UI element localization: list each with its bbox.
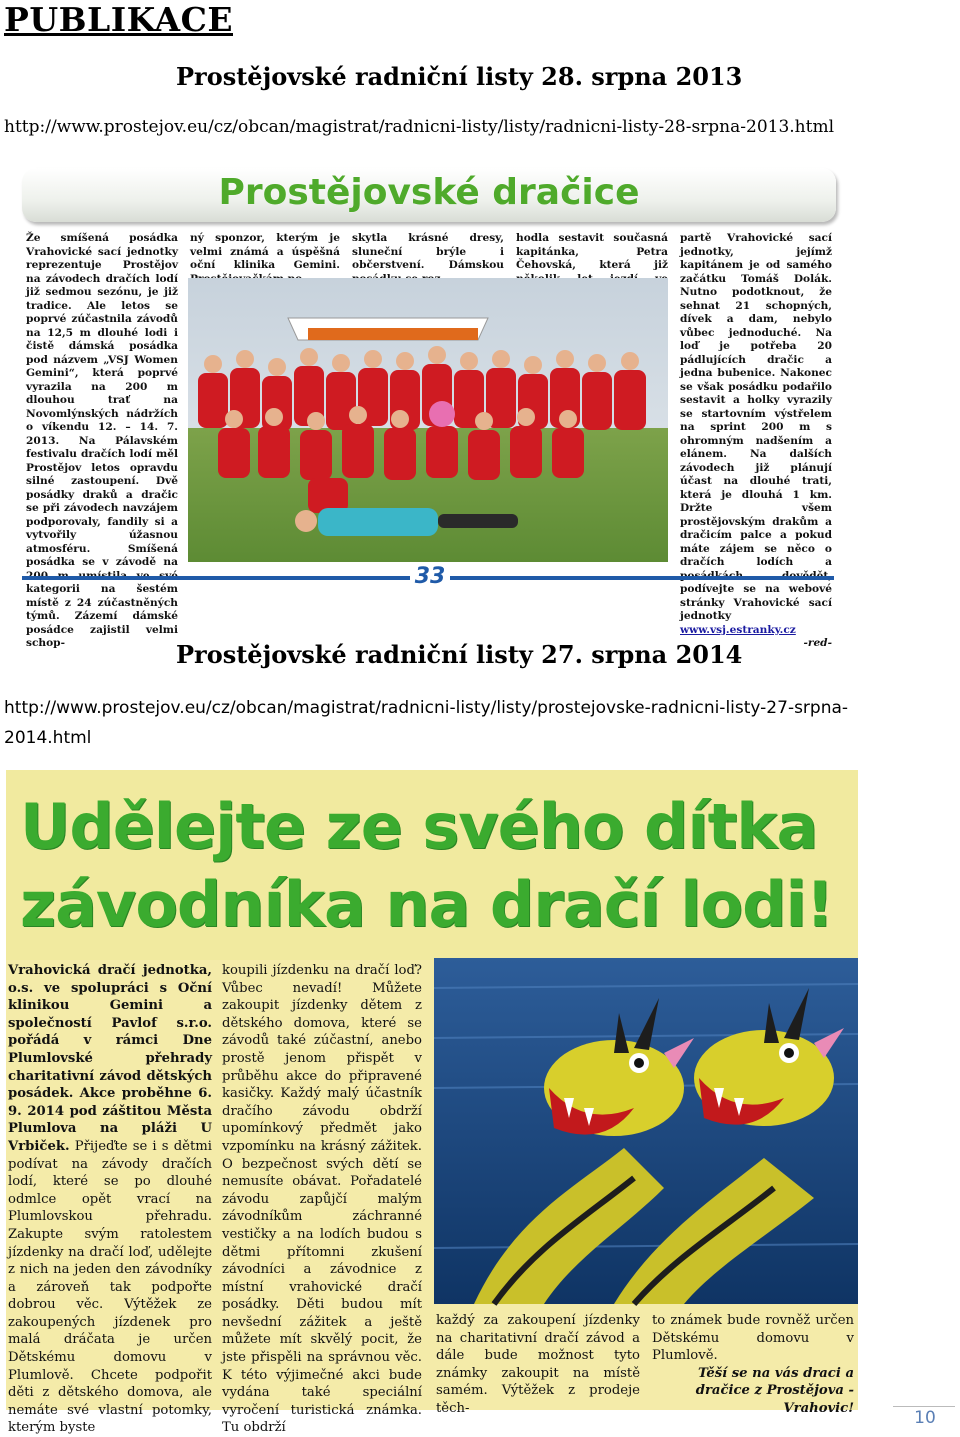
clipping-headline: Prostějovské dračice: [218, 172, 640, 213]
clipping-headline-banner: [22, 168, 836, 222]
clipping-column-4: [652, 1312, 854, 1416]
clipping-column-2: koupili jízdenku na dračí loď? Vůbec nevadí! Můžete zakoupit jízdenky dětem z dětského domova, které se závodů také zúčastní, anebo prostě jenom přispět v průběhu akce do připravené kasičky. Každý malý účastník dračího závodu obdrží upomínkový předmět jako vzpomínku na krásný zážitek. O bezpečnost svých dětí se nemusíte obávat. Pořadatelé závodu zapůjčí malým závodníkům záchranné vestičky a na lodích budou s dětmi přítomni zkušení závodníci a závodnice z místní vrahovické dračí posádky. Děti budou mít nevšední zážitek a ještě můžete mít skvělý pocit, že jste přispěli na správnou věc. K této výjimečné akci bude vydána také speciální vyročení turistická známka. Tu obdrží: [222, 963, 422, 1436]
clipping-column-5-text: partě Vrahovické sací jednotky, jejímž kapitánem je od samého začátku Tomáš Dolák. Nutno podotknout, že sehnat 21 schopných, dívek a dam, nebylo vůbec jednoduché. Na loď je potřeba 20 pádlujících dračic a jedna bubenice. Nakonec se však posádku podařilo sestavit a holky vyrazily se startovním výstřelem na sprint 200 m s ohromným nadšením a elánem. Na dalších závodech již plánují účast na dlouhé trati, která je dlouhá 1 km. Držte všem prostějovským drakům a dračicím palce a pokud máte zájem se něco o dračích lodích a podívejte se na webové stránky Vrahovické sací jednotky: [680, 232, 832, 622]
clipping-column-3: každý za zakoupení jízdenky na charitativní dračí závod a dále bude možnost tyto známky zakoupit na místě samém. Výtěžek z prodeje těch-: [436, 1313, 640, 1416]
article2-clipping: [6, 770, 858, 1436]
clipping-column-2: ný sponzor, kterým je velmi známá a úspěšná oční klinika Gemini.: [190, 232, 340, 271]
clipping-column-5: [680, 232, 832, 649]
footer-divider: [893, 1406, 955, 1407]
clipping-column-4-text: to známek bude rovněž určen Dětskému domovu v Plumlově.: [652, 1313, 854, 1364]
clipping-signature: -red-: [803, 637, 832, 649]
clipping-headline-area: [6, 770, 858, 960]
article1-url[interactable]: http://www.prostejov.eu/cz/obcan/magistrat/radnicni-listy/listy/radnicni-listy-28-srpna-2013.html: [4, 117, 835, 137]
footer-page-number: 10: [914, 1408, 936, 1428]
clipping-column-1-text: Přijeďte se i s dětmi podívat na závody dračích lodí, které se po dlouhé odmlce opět vrací na Plumlovskou přehradu. Zakupte svým ratolestem jízdenky na dračí loď, udělejte z nich na jeden den závodníky a zároveň tak podpořte dobrou věc. Výtěžek ze zakoupených jízdenek pro malá dráčata je určen Dětskému domovu v Plumlově. Chcete podpořit děti z dětského domova, ale nemáte své vlastní potomky, kterým byste: [8, 1138, 212, 1436]
article2-issue-title: Prostějovské radniční listy 27. srpna 2014: [176, 640, 743, 669]
clipping-headline: Udělejte ze svého dítka závodníka na dračí lodi!: [20, 790, 834, 941]
page-heading: PUBLIKACE: [4, 0, 233, 39]
clipping-column-4: hodla sestavit současná kapitánka, Petra Čehovská, která již: [516, 232, 668, 271]
clipping-website-link: www.vsj.estranky.cz: [680, 623, 796, 636]
article1-clipping: [22, 166, 838, 649]
article1-issue-title: Prostějovské radniční listy 28. srpna 2013: [176, 62, 743, 91]
team-group-photo: [188, 278, 668, 562]
clipping-signature: Těší se na vás draci a dračice z Prostějova - Vrahovic!: [695, 1365, 854, 1416]
clipping-column-1: [8, 962, 212, 1436]
article2-url[interactable]: http://www.prostejov.eu/cz/obcan/magistrat/radnicni-listy/listy/prostejovske-radnicni-listy-27-srpna-2014.html: [4, 698, 849, 748]
clipping-lead: Vrahovická dračí jednotka, o.s. ve spolupráci s Oční klinikou Gemini a společností Pavlof s.r.o. pořádá v rámci Dne Plumlovské přehrady charitativní závod dětských posádek. Akce proběhne 6. 9. 2014 pod záštitou Města Plumlova na pláži U Vrbiček.: [8, 963, 212, 1154]
dragon-boat-heads-photo: [434, 958, 858, 1304]
clipping-column-1: Že smíšená posádka Vrahovické sací jednotky reprezentuje Prostějov na závodech dračích lodí již sedmou sezónu, je již tradice. Ale letos se poprvé zúčastnila závodů na 12,5 m dlouhé lodi i čistě dámská posádka pod názvem „VSJ Women Gemini“, která poprvé vyrazila na 200 m dlouhou trať na Novomlýnských nádržích o víkendu 12. – 14. 7. 2013. Na Pálavském festivalu dračích lodí měl Prostějov letos opravdu silné zastoupení. Dvě posádky draků a dračic se při závodech navzájem podporovaly, fandily si a vytvořily úžasnou atmosféru. Smíšená posádka se v závodě na kategorii na šestém místě z 24 zúčastněných týmů. Zázemí dámské posádce zajistil velmi schop-: [26, 232, 178, 649]
clipping-page-number: 33: [410, 564, 450, 592]
clipping-column-3: skytla krásné dresy, sluneční brýle i občerstvení. Dámskou: [352, 232, 504, 271]
